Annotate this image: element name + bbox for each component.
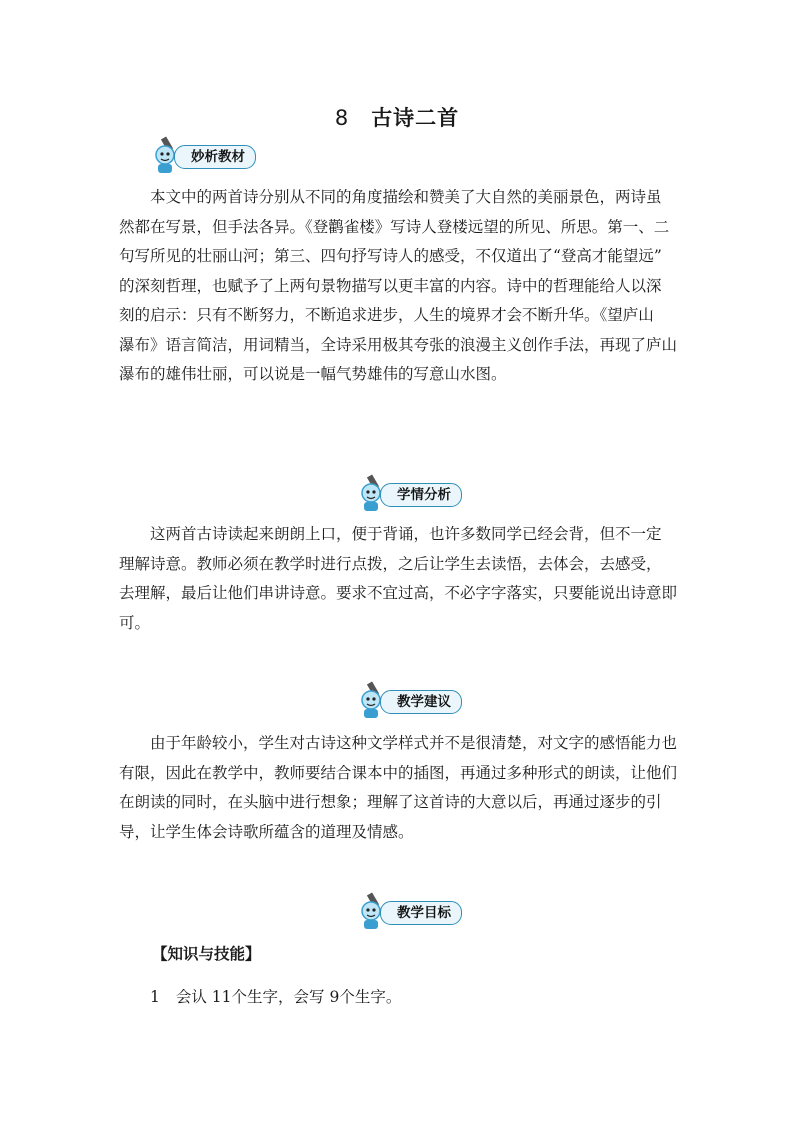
list-item-number: 1 (150, 988, 160, 1006)
section-label: 妙析教材 (174, 145, 256, 169)
text-line: 导，让学生体会诗歌所蕴含的道理及情感。 (119, 822, 414, 841)
text-line: 本文中的两首诗分别从不同的角度描绘和赞美了大自然的美丽景色，两诗虽 (150, 188, 662, 206)
text-line: 由于年龄较小，学生对古诗这种文学样式并不是很清楚，对文字的感悟能力也 (150, 734, 678, 752)
section-label: 教学建议 (380, 690, 462, 714)
text-line: 有限，因此在教学中，教师要结合课本中的插图，再通过多种形式的朗读，让他们 (119, 763, 678, 782)
text-line: 瀑布的雄伟壮丽，可以说是一幅气势雄伟的写意山水图。 (119, 365, 507, 383)
text-line: 然都在写景，但手法各异。《登鹳雀楼》写诗人登楼远望的所见、所思。第一、二 (119, 217, 670, 236)
text-line: 理解诗意。教师必须在教学时进行点拨，之后让学生去读悟，去体会，去感受， (119, 554, 662, 573)
paragraph-teaching-suggestions (119, 729, 679, 847)
page-title (0, 102, 794, 132)
text-line: 这两首古诗读起来朗朗上口，便于背诵，也许多数同学已经会背，但不一定 (150, 525, 662, 543)
text-line: 句写所见的壮丽山河；第三、四句抒写诗人的感受，不仅道出了“登高才能望远” (119, 247, 662, 265)
text-line: 可。 (119, 613, 151, 632)
paragraph-student-analysis (119, 520, 679, 638)
lesson-number: 8 (334, 106, 350, 130)
text-line: 的深刻哲理，也赋予了上两句景物描写以更丰富的内容。诗中的哲理能给人以深 (119, 276, 662, 295)
text-line: 在朗读的同时，在头脑中进行想象；理解了这首诗的大意以后，再通过逐步的引 (119, 793, 662, 811)
section-label: 学情分析 (380, 483, 462, 507)
paragraph-textbook-analysis (119, 183, 679, 390)
section-label: 教学目标 (380, 901, 462, 925)
text-line: 去理解，最后让他们串讲诗意。要求不宜过高，不必字字落实，只要能说出诗意即 (119, 584, 678, 602)
text-line: 刻的启示：只有不断努力，不断追求进步，人生的境界才会不断升华。《望庐山 (119, 306, 654, 324)
list-item-text: 会认 11个生字，会写 9个生字。 (175, 988, 402, 1006)
subsection-heading: 【知识与技能】 (152, 945, 261, 963)
lesson-title: 古诗二首 (371, 106, 460, 130)
text-line: 瀑布》语言简洁，用词精当，全诗采用极其夸张的浪漫主义创作手法，再现了庐山 (119, 335, 678, 354)
list-item (150, 985, 401, 1007)
